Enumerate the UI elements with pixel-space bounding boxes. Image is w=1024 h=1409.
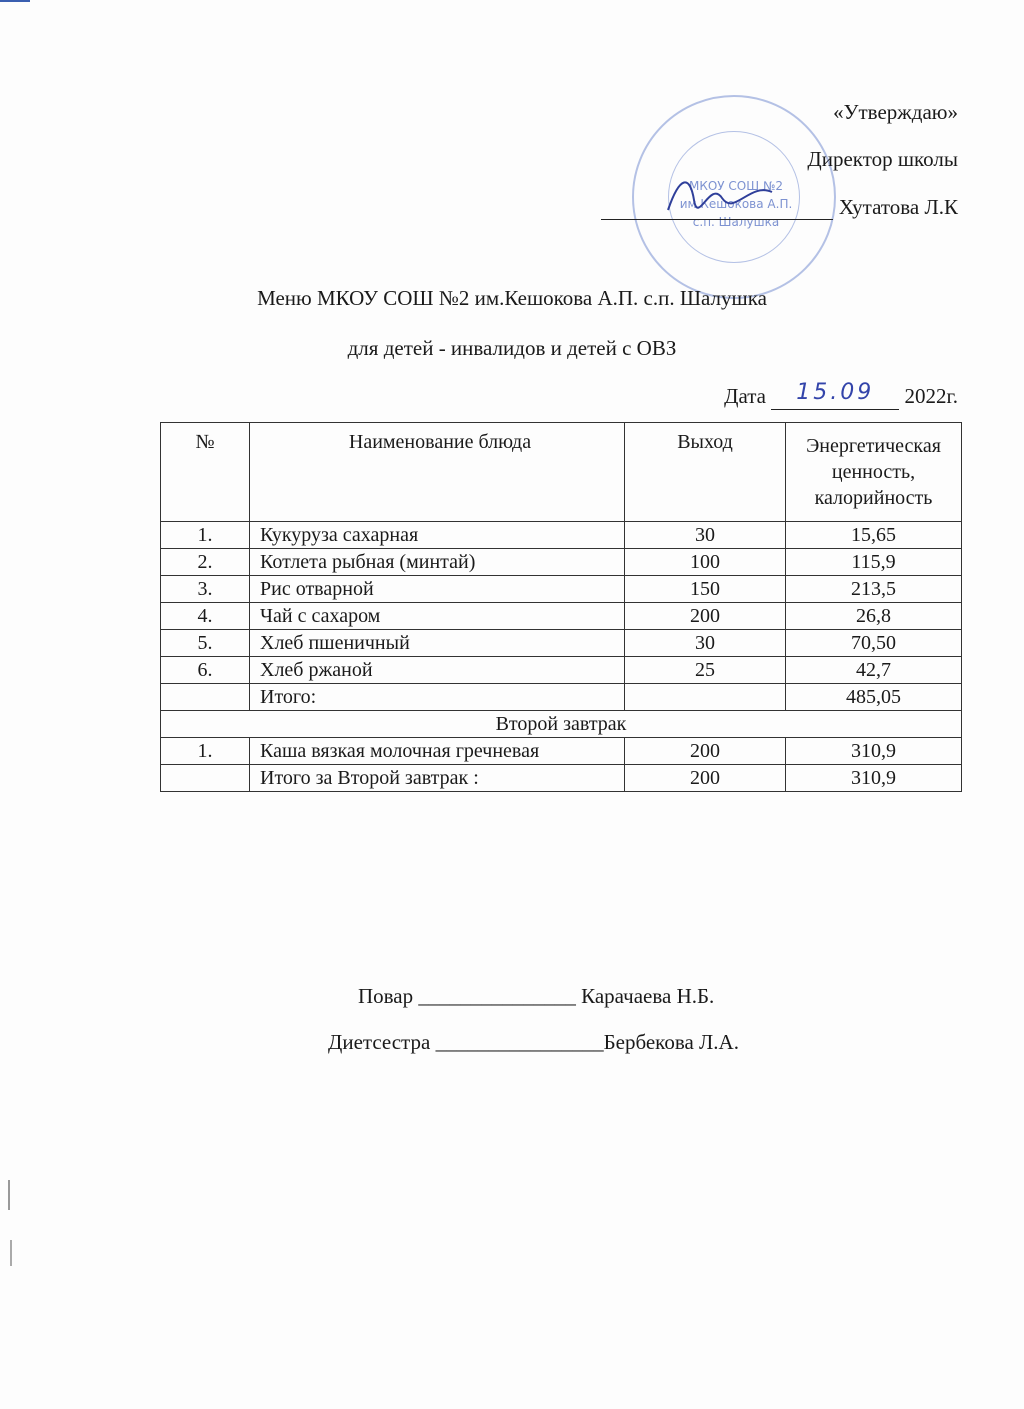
date-line [724,380,958,410]
section-total-label: Итого за Второй завтрак : [250,765,625,792]
table-row [161,522,962,549]
row-energy: 115,9 [786,549,962,576]
row-num: 4. [161,603,250,630]
diet-name: Бербекова Л.А. [603,1030,739,1054]
row-num: 1. [161,522,250,549]
diet-line: ________________ [435,1030,604,1054]
row-energy: 213,5 [786,576,962,603]
table-row [161,657,962,684]
header-name: Наименование блюда [250,423,625,522]
table-header-row [161,423,962,522]
table-row [161,603,962,630]
row-output: 30 [625,630,786,657]
row-num: 5. [161,630,250,657]
date-year: 2022г. [904,384,958,408]
row-name: Котлета рыбная (минтай) [250,549,625,576]
scan-mark [10,1240,12,1266]
row-output: 30 [625,522,786,549]
row-output: 25 [625,657,786,684]
section-total-row [161,765,962,792]
row-num: 3. [161,576,250,603]
section-total-output: 200 [625,765,786,792]
total-num [161,684,250,711]
row-name: Хлеб ржаной [250,657,625,684]
row-name: Чай с сахаром [250,603,625,630]
row-energy: 15,65 [786,522,962,549]
row-output: 200 [625,738,786,765]
row-name: Кукуруза сахарная [250,522,625,549]
table-row [161,576,962,603]
menu-title: Меню МКОУ СОШ №2 им.Кешокова А.П. с.п. Шалушка [257,286,767,310]
dietitian-signature [328,1030,739,1055]
total-label: Итого: [250,684,625,711]
row-num: 6. [161,657,250,684]
section-title: Второй завтрак [161,711,962,738]
cook-line: _______________ [418,984,576,1008]
menu-subtitle: для детей - инвалидов и детей с ОВЗ [347,336,677,360]
table-row [161,738,962,765]
approve-label: «Утверждаю» [833,100,958,124]
cook-name: Карачаева Н.Б. [581,984,715,1008]
scan-mark [8,1180,10,1210]
row-num: 2. [161,549,250,576]
menu-table [160,422,962,792]
date-field [771,380,899,410]
row-energy: 310,9 [786,738,962,765]
table-row [161,630,962,657]
stamp-text-2: им.Кешокова А.П. [679,197,793,211]
row-name: Каша вязкая молочная гречневая [250,738,625,765]
header-num: № [161,423,250,522]
director-signature-icon [660,170,780,220]
row-output: 150 [625,576,786,603]
header-output: Выход [625,423,786,522]
row-name: Рис отварной [250,576,625,603]
section-row [161,711,962,738]
table-row [161,549,962,576]
row-name: Хлеб пшеничный [250,630,625,657]
director-position: Директор школы [807,147,958,171]
stamp-text-1: МКОУ СОШ №2 [688,179,784,193]
date-label: Дата [724,384,766,408]
row-output: 100 [625,549,786,576]
row-energy: 26,8 [786,603,962,630]
cook-signature [358,984,714,1009]
total-row [161,684,962,711]
header-energy: Энергетическая ценность, калорийность [786,423,962,522]
total-output [625,684,786,711]
director-name: Хутатова Л.К [838,195,958,219]
row-energy: 42,7 [786,657,962,684]
row-energy: 70,50 [786,630,962,657]
stamp-text-3: с.п. Шалушка [692,215,780,229]
section-total-energy: 310,9 [786,765,962,792]
date-value: 15.09 [796,380,875,405]
cook-label: Повар [358,984,414,1008]
row-num: 1. [161,738,250,765]
section-total-num [161,765,250,792]
scan-mark [0,0,30,2]
diet-label: Диетсестра [328,1030,431,1054]
total-energy: 485,05 [786,684,962,711]
row-output: 200 [625,603,786,630]
